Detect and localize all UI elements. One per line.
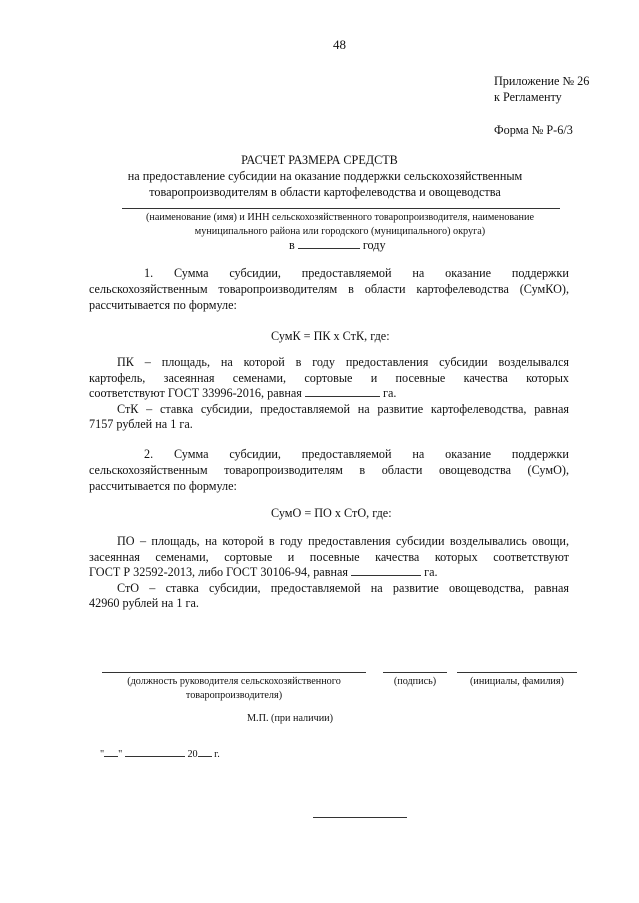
position-caption-1: (должность руководителя сельскохозяйственного: [127, 676, 341, 687]
month-blank: [125, 746, 185, 757]
form-label: Форма № Р-6/3: [494, 123, 573, 137]
stamp-label: М.П. (при наличии): [247, 713, 334, 724]
section1-word: оказание: [445, 266, 492, 280]
po-definition-line3: [89, 564, 438, 581]
date-close-quote: ": [118, 749, 123, 760]
day-blank: [104, 746, 118, 757]
pk-unit: га.: [383, 386, 397, 400]
sto-definition-line2: 42960 рублей на 1 га.: [89, 596, 199, 610]
initials-signature-line: [457, 672, 577, 673]
pk-definition-line2: картофель, засеянная семенами, сортовые и посевные качества которых: [89, 371, 569, 385]
recipient-caption-2: муниципального района или городского (муниципального) округа): [194, 226, 486, 237]
pk-definition-line1: ПК – площадь, на которой в году предоставления субсидии возделывался: [117, 355, 569, 369]
year-suffix-blank: [198, 746, 212, 757]
signature-line: [383, 672, 447, 673]
recipient-name-line: [122, 208, 560, 209]
section1-word: предоставляемой: [301, 266, 392, 280]
po-unit: га.: [424, 565, 438, 579]
section2-word: субсидии,: [229, 447, 281, 461]
year-suffix: году: [362, 238, 386, 252]
pk-definition-line3: [89, 385, 396, 402]
document-subtitle-1: на предоставление субсидии на оказание поддержки сельскохозяйственным: [127, 169, 523, 183]
pk-gost: соответствуют ГОСТ 33996-2016, равная: [89, 386, 302, 400]
section2-number: 2.: [144, 447, 154, 461]
po-definition-line1: ПО – площадь, на которой в году предоставления субсидии возделывались овощи,: [117, 534, 569, 548]
year-prefix: в: [289, 238, 295, 252]
section2-word: поддержки: [511, 447, 569, 461]
stk-definition-line2: 7157 рублей на 1 га.: [89, 417, 193, 431]
document-subtitle-2: товаропроизводителям в области картофелеводства и овощеводства: [149, 185, 501, 199]
section1-word: поддержки: [511, 266, 569, 280]
section2-paragraph-line3: рассчитывается по формуле:: [89, 479, 237, 493]
section2-word: на: [412, 447, 425, 461]
po-definition-line2: засеянная семенами, сортовые и посевные качества которых соответствуют: [89, 550, 569, 564]
recipient-caption-1: (наименование (имя) и ИНН сельскохозяйственного товаропроизводителя, наименование: [146, 212, 534, 223]
stk-definition-line1: СтК – ставка субсидии, предоставляемой на развитие картофелеводства, равная: [117, 402, 569, 416]
document-title: РАСЧЕТ РАЗМЕРА СРЕДСТВ: [241, 153, 398, 167]
section2-paragraph-line2: сельскохозяйственным товаропроизводителям в области овощеводства (СумО),: [89, 463, 569, 477]
pk-area-blank: [305, 386, 380, 397]
section1-formula: СумК = ПК х СтК, где:: [271, 329, 390, 343]
reglament-label: к Регламенту: [494, 90, 562, 104]
section1-paragraph-line1: [144, 265, 569, 282]
section1-paragraph-line3: рассчитывается по формуле:: [89, 298, 237, 312]
section1-word: Сумма: [173, 266, 209, 280]
section2-formula: СумО = ПО х СтО, где:: [271, 506, 392, 520]
appendix-label: Приложение № 26: [494, 74, 590, 88]
initials-caption: (инициалы, фамилия): [470, 676, 564, 687]
section1-word: субсидии,: [229, 266, 281, 280]
section1-paragraph-line2: сельскохозяйственным товаропроизводителям в области картофелеводства (СумКО),: [89, 282, 569, 296]
section1-word: на: [412, 266, 425, 280]
signature-caption: (подпись): [393, 676, 437, 687]
year-blank: [298, 238, 360, 249]
position-signature-line: [102, 672, 366, 673]
year-line: [289, 237, 386, 254]
bottom-separator: [313, 817, 407, 818]
po-area-blank: [351, 565, 421, 576]
position-caption-2: товаропроизводителя): [185, 690, 283, 701]
year-abbrev: г.: [214, 749, 220, 760]
section2-paragraph-line1: [144, 446, 569, 463]
section2-word: Сумма: [173, 447, 209, 461]
page-number: 48: [333, 37, 346, 52]
year-prefix-20: 20: [187, 749, 198, 760]
date-open-quote: ": [100, 749, 105, 760]
section1-number: 1.: [144, 266, 154, 280]
po-gost: ГОСТ Р 32592-2013, либо ГОСТ 30106-94, равная: [89, 565, 348, 579]
section2-word: предоставляемой: [301, 447, 392, 461]
section2-word: оказание: [445, 447, 492, 461]
date-line: [100, 746, 220, 762]
sto-definition-line1: СтО – ставка субсидии, предоставляемой на развитие овощеводства, равная: [117, 581, 569, 595]
